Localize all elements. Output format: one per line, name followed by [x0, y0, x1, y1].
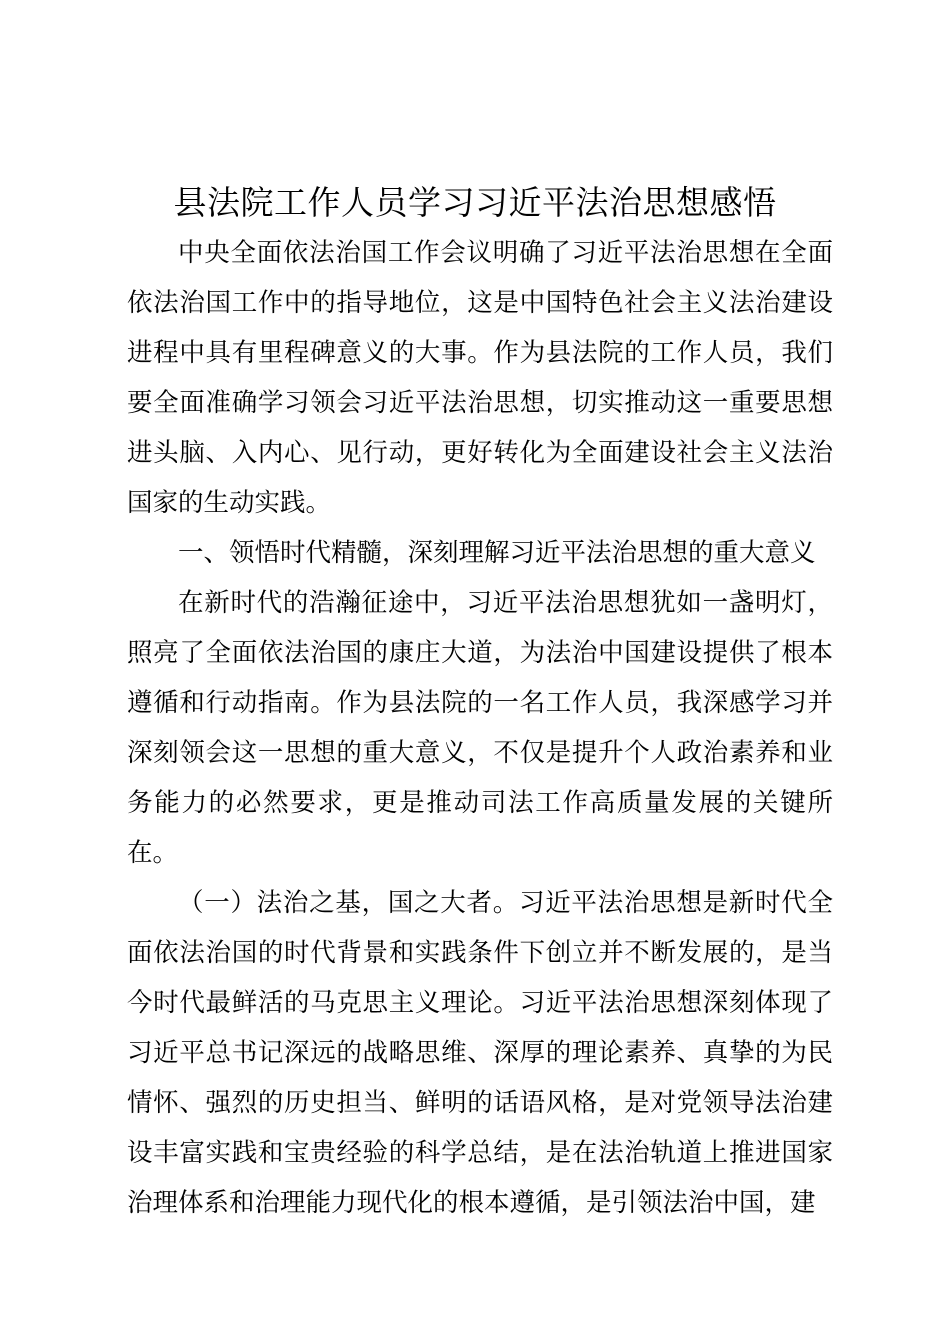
section-1-paragraph: 在新时代的浩瀚征途中，习近平法治思想犹如一盏明灯，照亮了全面依法治国的康庄大道，为法治中国建设提供了根本遵循和行动指南。作为县法院的一名工作人员，我深感学习并深刻领会这一思想的重大意义，不仅是提升个人政治素养和业务能力的必然要求，更是推动司法工作高质量发展的关键所在。 [127, 588, 833, 868]
subsection-1-paragraph: （一）法治之基，国之大者。习近平法治思想是新时代全面依法治国的时代背景和实践条件下创立并不断发展的，是当今时代最鲜活的马克思主义理论。习近平法治思想深刻体现了习近平总书记深远的战略思维、深厚的理论素养、真挚的为民情怀、强烈的历史担当、鲜明的话语风格，是对党领导法治建设丰富实践和宝贵经验的科学总结，是在法治轨道上推进国家治理体系和治理能力现代化的根本遵循，是引领法治中国，建 [127, 888, 833, 1218]
document-title: 县法院工作人员学习习近平法治思想感悟 [173, 183, 777, 222]
document-body [127, 228, 833, 1228]
intro-paragraph: 中央全面依法治国工作会议明确了习近平法治思想在全面依法治国工作中的指导地位，这是中国特色社会主义法治建设进程中具有里程碑意义的大事。作为县法院的工作人员，我们要全面准确学习领会习近平法治思想，切实推动这一重要思想进头脑、入内心、见行动，更好转化为全面建设社会主义法治国家的生动实践。 [127, 238, 833, 518]
section-heading-1: 一、领悟时代精髓，深刻理解习近平法治思想的重大意义 [178, 538, 816, 568]
